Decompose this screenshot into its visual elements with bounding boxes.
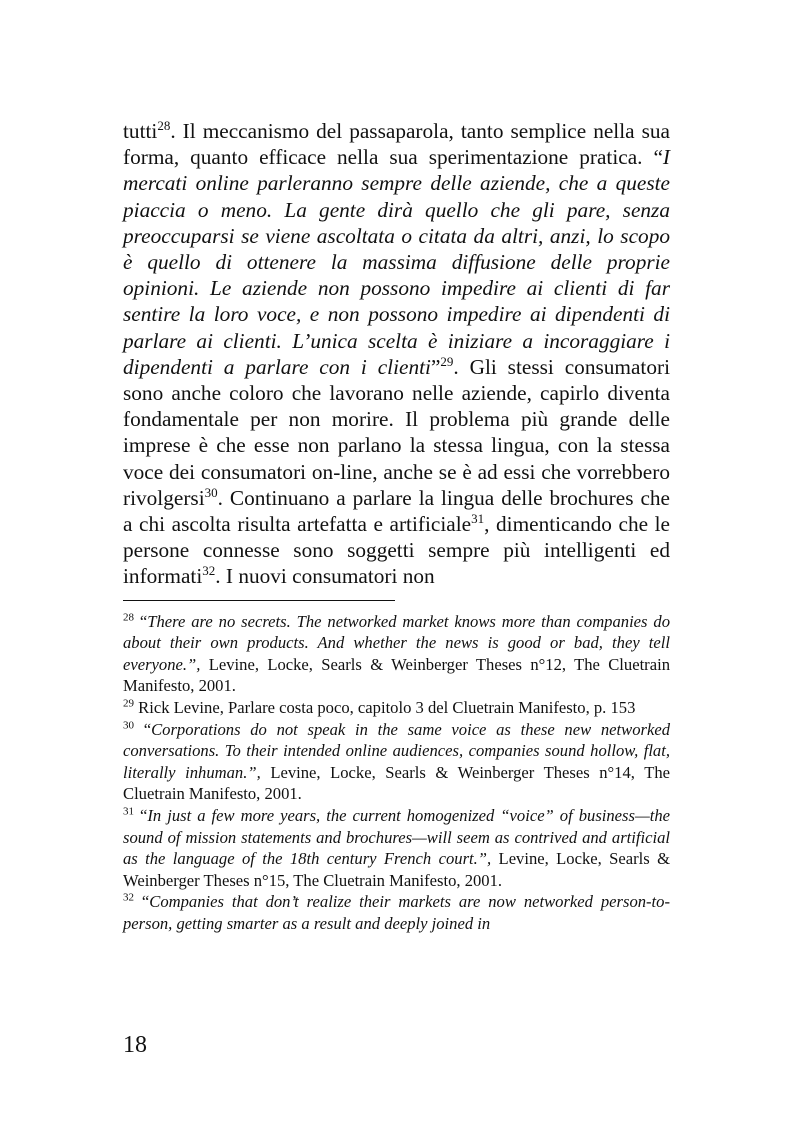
footnote-number: 31 xyxy=(123,805,134,818)
footnote-number: 32 xyxy=(123,891,134,904)
text-run: , dimenticando che le persone connesse sono soggetti sempre più intelligenti ed informati xyxy=(123,512,670,589)
text-run: “ xyxy=(134,611,148,631)
text-run: “ xyxy=(134,719,152,739)
text-run: Rick Levine, Parlare costa poco, capitolo 3 del Cluetrain Manifesto, p. 153 xyxy=(134,698,636,718)
text-run: “ xyxy=(134,892,150,912)
footnote-ref: 29 xyxy=(440,353,454,369)
text-run: ” xyxy=(430,354,441,379)
italic-text: In just a few more years, the current homogenized “voice” of business—the sound of mission statements and brochures—will seem as contrived and artificial as the language of the 18th century French court.”, xyxy=(123,806,670,869)
page-number: 18 xyxy=(123,1032,147,1058)
footnote-number: 28 xyxy=(123,611,134,624)
footnote-29 xyxy=(123,697,670,719)
text-run: . Il meccanismo del passaparola, tanto semplice nella sua forma, quanto efficace nella sua sperimentazione pratica. “ xyxy=(123,119,670,170)
footnote-31 xyxy=(123,805,670,891)
text-run: . I nuovi consumatori non xyxy=(215,564,435,589)
text-run: . Continuano a parlare la lingua delle brochures che a chi ascolta risulta artefatta e artificiale xyxy=(123,485,670,537)
text-run: tutti xyxy=(123,119,158,143)
footnote-ref: 30 xyxy=(204,484,218,500)
italic-text: Companies that don’t realize their markets are now networked person-to-person, getting smarter as a result and deeply joined in xyxy=(123,892,670,933)
text-run: “ xyxy=(134,806,148,825)
page-content xyxy=(123,118,670,935)
footnote-number: 29 xyxy=(123,697,134,710)
italic-text: There are no secrets. The networked market knows more than companies do about their own products. And whether the news is good or bad, they tell everyone.”, xyxy=(123,611,670,674)
italic-text: Corporations do not speak in the same voice as these new networked conversations. To their intended online audiences, companies sound hollow, flat, literally inhuman.”, xyxy=(123,719,670,782)
footnote-30 xyxy=(123,719,670,805)
text-run: Levine, Locke, Searls & Weinberger Theses n°14, The Cluetrain Manifesto, 2001. xyxy=(123,762,670,804)
italic-text: I mercati online parleranno sempre delle aziende, che a queste piaccia o meno. La gente dirà quello che gli pare, senza preoccuparsi se viene ascoltata o citata da altri, anzi, lo scopo è quello di ottenere la massima diffusione delle proprie opinioni. Le aziende non possono impedire ai clienti di far sentire la loro voce, e non possono impedire ai dipendenti di parlare ai clienti. L’unica scelta è iniziare a incoraggiare i dipendenti a parlare con i clienti xyxy=(123,145,670,379)
footnote-ref: 32 xyxy=(202,563,216,579)
text-run: . Gli stessi consumatori sono anche coloro che lavorano nelle aziende, capirlo diventa fondamentale per non morire. Il problema più grande delle imprese è che esse non parlano la stessa lingua, con la stessa voce dei consumatori on-line, anche se è ad essi che vorrebbero rivolgersi xyxy=(123,354,670,510)
footnote-divider xyxy=(123,600,395,601)
footnote-number: 30 xyxy=(123,719,134,732)
text-run: Levine, Locke, Searls & Weinberger Theses n°12, The Cluetrain Manifesto, 2001. xyxy=(123,654,670,696)
footnote-28 xyxy=(123,611,670,697)
footnote-32 xyxy=(123,891,670,934)
footnote-ref: 28 xyxy=(157,117,171,133)
body-paragraph xyxy=(123,118,670,590)
footnotes xyxy=(123,611,670,935)
text-run: Levine, Locke, Searls & Weinberger Theses n°15, The Cluetrain Manifesto, 2001. xyxy=(123,849,671,890)
footnote-ref: 31 xyxy=(471,510,485,526)
